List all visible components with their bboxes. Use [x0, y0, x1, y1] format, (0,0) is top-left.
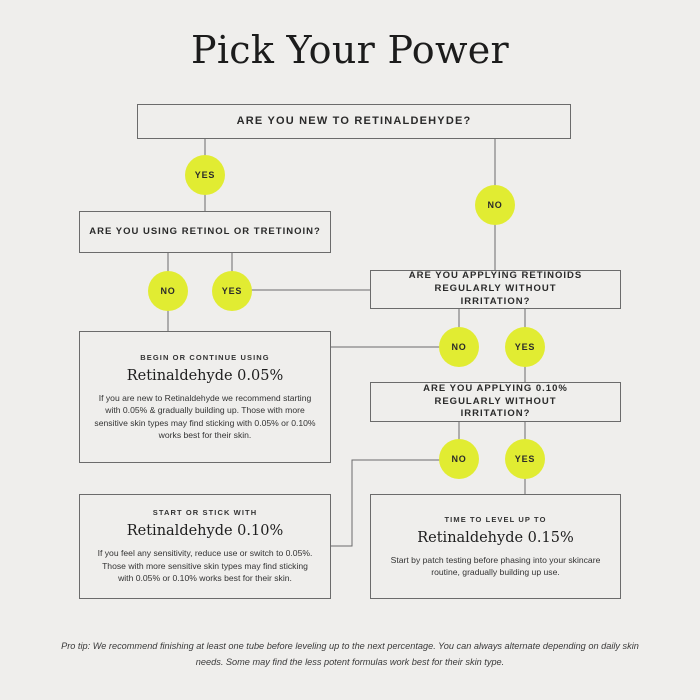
page-title: Pick Your Power [190, 28, 510, 72]
answer-yes-badge: YES [505, 439, 545, 479]
recommendation-box-015 [370, 494, 621, 599]
recommendation-box-005 [79, 331, 331, 463]
question-box-applying-010 [370, 382, 621, 422]
question-text: ARE YOU NEW TO RETINALDEHYDE? [236, 115, 472, 128]
recommendation-product: Retinaldehyde 0.10% [126, 523, 284, 540]
question-box-using-retinol [79, 211, 331, 253]
recommendation-product: Retinaldehyde 0.05% [126, 367, 284, 384]
question-text: ARE YOU APPLYING 0.10% REGULARLY WITHOUT IRRITATION? [423, 382, 568, 420]
recommendation-box-010 [79, 494, 331, 599]
pro-tip: Pro tip: We recommend finishing at least one tube before leveling up to the next percentage. You can always alternate depending on daily skin needs. Some may find the less potent formulas work best for their skin type. [61, 641, 639, 668]
recommendation-description: Start by patch testing before phasing into your skincare routine, gradually building up use. [390, 554, 601, 577]
question-box-new-to-retinaldehyde [137, 104, 571, 139]
connector-q2-yes [232, 253, 370, 290]
answer-yes-badge: YES [505, 327, 545, 367]
question-text: ARE YOU APPLYING RETINOIDS REGULARLY WITHOUT IRRITATION? [408, 270, 583, 307]
recommendation-kicker: START OR STICK WITH [152, 508, 258, 518]
answer-no-badge: NO [439, 439, 479, 479]
question-text: ARE YOU USING RETINOL OR TRETINOIN? [89, 225, 321, 237]
recommendation-product: Retinaldehyde 0.15% [417, 529, 574, 546]
answer-no-badge: NO [148, 271, 188, 311]
answer-no-badge: NO [475, 185, 515, 225]
recommendation-kicker: BEGIN OR CONTINUE USING [140, 352, 270, 362]
answer-no-badge: NO [439, 327, 479, 367]
recommendation-description: If you are new to Retinaldehyde we recommend starting with 0.05% & gradually building up. Those with more sensitive skin types may find sticking with 0.05% or 0.10% works best for their skin. [94, 392, 316, 440]
recommendation-description: If you feel any sensitivity, reduce use or switch to 0.05%. Those with more sensitive skin types may find sticking with 0.05% or 0.10% works best for their skin. [97, 548, 313, 584]
answer-yes-badge: YES [212, 271, 252, 311]
answer-yes-badge: YES [185, 155, 225, 195]
question-box-applying-retinoids [370, 270, 621, 309]
recommendation-kicker: TIME TO LEVEL UP TO [444, 514, 547, 524]
